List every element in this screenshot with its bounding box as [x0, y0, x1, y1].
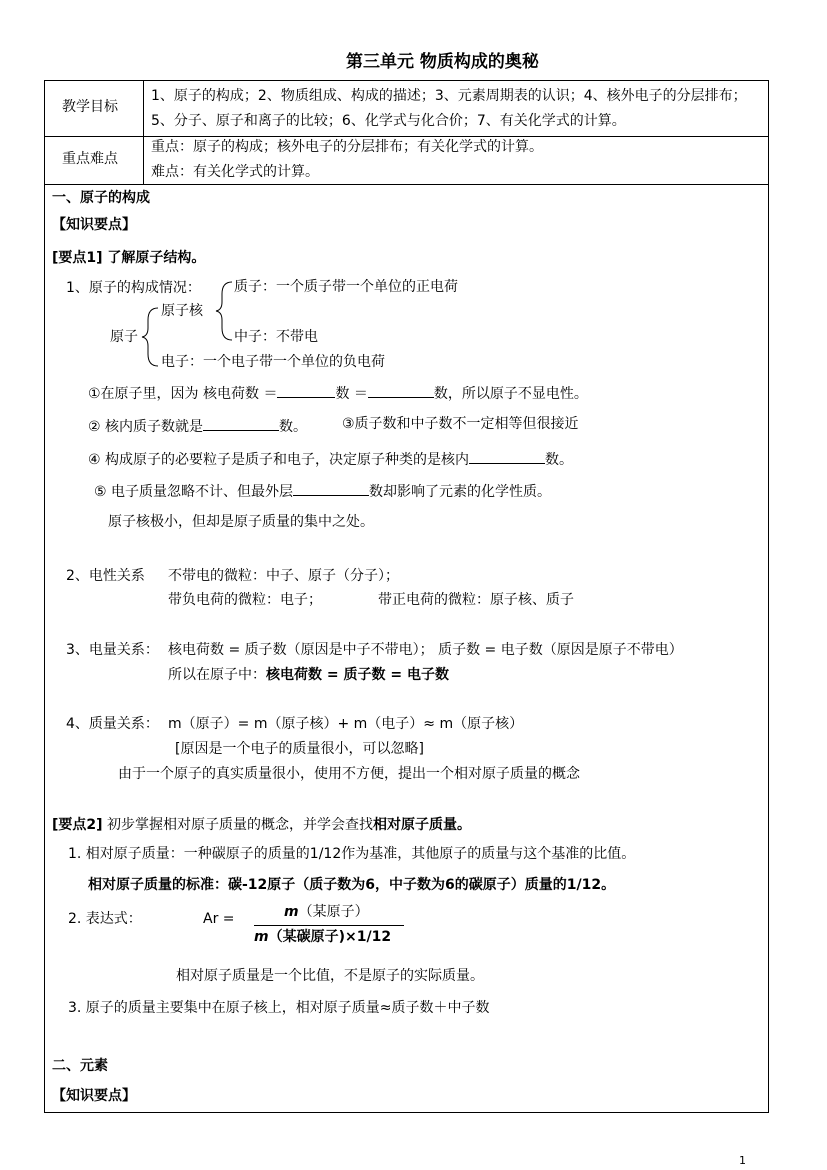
nucleus-brace — [216, 282, 232, 340]
note2-part-b: 数。 — [279, 419, 308, 435]
note2-part-a: ② 核内质子数就是 — [88, 419, 204, 435]
item2-positive: 带正电荷的微粒：原子核、质子 — [378, 592, 574, 608]
point1-tag: [要点1] — [52, 250, 103, 266]
note1 — [88, 383, 588, 403]
item4-label: 4、质量关系： — [66, 716, 159, 732]
note6: 原子核极小，但却是原子质量的集中之处。 — [108, 514, 374, 530]
page-title: 第三单元 物质构成的奥秘 — [346, 52, 539, 72]
ar-symbol: Ar = — [203, 911, 235, 927]
point1-text: 了解原子结构。 — [107, 250, 206, 266]
section2-knowledge-label: 【知识要点】 — [52, 1088, 136, 1104]
relative-mass-note: 相对原子质量是一个比值，不是原子的实际质量。 — [176, 968, 484, 984]
goals-label: 教学目标 — [62, 99, 118, 115]
point2-bold: 相对原子质量。 — [373, 817, 471, 833]
note4-part-a: ④ 构成原子的必要粒子是质子和电子，决定原子种类的是核内 — [88, 452, 469, 468]
item3-conclusion-prefix: 所以在原子中： — [168, 667, 266, 683]
point1-heading — [52, 250, 205, 267]
item2-negative: 带负电荷的微粒：电子； — [168, 592, 322, 608]
numerator-m: m — [284, 904, 299, 920]
note5-part-a: ⑤ 电子质量忽略不计、但最外层 — [94, 484, 294, 500]
section2-heading: 二、元素 — [52, 1058, 108, 1074]
item4-concept: 由于一个原子的真实质量很小，使用不方便，提出一个相对原子质量的概念 — [118, 766, 580, 782]
expression-label: 2. 表达式： — [68, 911, 142, 927]
denominator-rest: （某碳原子)×1/12 — [268, 929, 392, 945]
note3: ③质子数和中子数不一定相等但很接近 — [342, 416, 579, 432]
item3-label: 3、电量关系： — [66, 642, 159, 658]
item3-relation: 核电荷数 = 质子数（原因是中子不带电）； 质子数 = 电子数（原因是原子不带电） — [168, 642, 683, 658]
point2-text: 初步掌握相对原子质量的概念，并学会查找 — [107, 817, 373, 833]
denominator-m: m — [254, 929, 269, 945]
item1-label: 1、原子的构成情况： — [66, 280, 201, 296]
key-text-line1: 重点：原子的构成；核外电子的分层排布；有关化学式的计算。 — [151, 139, 543, 155]
fraction-numerator — [284, 904, 369, 921]
point2-heading — [52, 817, 471, 834]
point2-tag: [要点2] — [52, 817, 103, 833]
relative-mass-standard: 相对原子质量的标准：碳-12原子（质子数为6，中子数为6的碳原子）质量的1/12。 — [88, 877, 616, 893]
tree-nucleus: 原子核 — [161, 303, 203, 319]
blank — [293, 481, 369, 496]
fraction-denominator — [254, 929, 391, 946]
note1-part-a: ①在原子里，因为 核电荷数 ＝ — [88, 386, 278, 402]
relative-mass-approx: 3. 原子的质量主要集中在原子核上，相对原子质量≈质子数＋中子数 — [68, 1000, 490, 1016]
note2 — [88, 416, 307, 436]
item2-label: 2、电性关系 — [66, 568, 145, 584]
note5 — [94, 481, 551, 501]
blank — [203, 416, 279, 431]
table-column-divider — [143, 80, 144, 184]
blank — [368, 383, 434, 398]
table-bottom-divider — [44, 184, 769, 185]
key-text-line2: 难点：有关化学式的计算。 — [151, 164, 319, 180]
key-label: 重点难点 — [62, 151, 118, 167]
item4-formula: m（原子）= m（原子核）+ m（电子）≈ m（原子核） — [168, 716, 524, 732]
item3-conclusion-bold: 核电荷数 = 质子数 = 电子数 — [266, 667, 449, 683]
item2-neutral: 不带电的微粒：中子、原子（分子）； — [168, 568, 399, 584]
blank — [277, 383, 335, 398]
blank — [469, 449, 545, 464]
item4-reason: [原因是一个电子的质量很小，可以忽略] — [175, 741, 424, 757]
note5-part-b: 数却影响了元素的化学性质。 — [369, 484, 552, 500]
page-number: 1 — [739, 1154, 746, 1167]
relative-mass-definition: 1. 相对原子质量：一种碳原子的质量的1/12作为基准，其他原子的质量与这个基准的比值。 — [68, 846, 636, 862]
numerator-rest: （某原子） — [298, 904, 369, 920]
tree-proton: 质子：一个质子带一个单位的正电荷 — [234, 279, 458, 295]
note4-part-b: 数。 — [545, 452, 573, 468]
note4 — [88, 449, 573, 469]
tree-atom: 原子 — [110, 329, 138, 345]
goals-text-line2: 5、分子、原子和离子的比较；6、化学式与化合价；7、有关化学式的计算。 — [151, 113, 626, 129]
note1-part-b: 数 ＝ — [335, 386, 368, 402]
fraction-bar — [254, 925, 404, 926]
section1-heading: 一、原子的构成 — [52, 190, 150, 206]
section1-knowledge-label: 【知识要点】 — [52, 217, 136, 233]
item3-conclusion — [168, 667, 449, 684]
atom-brace — [142, 308, 158, 366]
note1-part-c: 数，所以原子不显电性。 — [433, 386, 588, 402]
goals-text-line1: 1、原子的构成；2、物质组成、构成的描述；3、元素周期表的认识；4、核外电子的分层排布； — [151, 88, 747, 104]
tree-electron: 电子：一个电子带一个单位的负电荷 — [161, 354, 385, 370]
table-row-divider — [44, 136, 769, 137]
tree-neutron: 中子：不带电 — [234, 329, 318, 345]
